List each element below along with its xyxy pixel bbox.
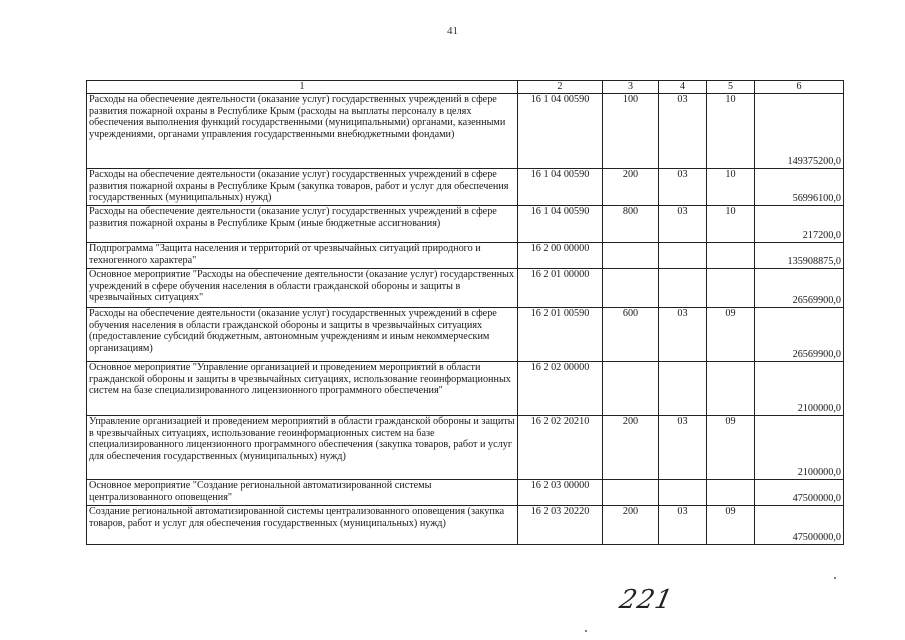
table-row bbox=[87, 480, 844, 506]
row-vr-cell bbox=[603, 480, 659, 506]
row-vr-cell bbox=[603, 362, 659, 416]
row-vr-cell: 600 bbox=[603, 308, 659, 362]
row-pr-cell bbox=[707, 243, 755, 269]
table-row bbox=[87, 206, 844, 243]
row-name-cell: Расходы на обеспечение деятельности (оказание услуг) государственных учреждений в сфере обучения населения в области гражданской обороны и защиты в чрезвычайных ситуациях (предоставление субсидий бюджетным, автономным учреждениям и иным некоммерческим организациям) bbox=[87, 308, 518, 362]
table-header-row bbox=[87, 81, 844, 94]
page-number: 41 bbox=[447, 25, 458, 37]
table-row bbox=[87, 243, 844, 269]
row-rz-cell bbox=[659, 269, 707, 308]
row-code-cell: 16 2 00 00000 bbox=[518, 243, 603, 269]
row-code-cell: 16 2 02 00000 bbox=[518, 362, 603, 416]
row-code-cell: 16 2 01 00000 bbox=[518, 269, 603, 308]
row-name-cell: Подпрограмма "Защита населения и территорий от чрезвычайных ситуаций природного и техногенного характера" bbox=[87, 243, 518, 269]
row-code-cell: 16 2 03 20220 bbox=[518, 506, 603, 545]
row-vr-cell: 800 bbox=[603, 206, 659, 243]
row-amount-cell: 2100000,0 bbox=[755, 416, 844, 480]
row-amount-cell: 47500000,0 bbox=[755, 506, 844, 545]
row-amount-cell: 217200,0 bbox=[755, 206, 844, 243]
row-vr-cell: 200 bbox=[603, 169, 659, 206]
table-row bbox=[87, 506, 844, 545]
handwritten-page-note: 221 bbox=[616, 585, 676, 615]
row-amount-cell: 149375200,0 bbox=[755, 94, 844, 169]
row-name-cell: Основное мероприятие "Управление организацией и проведением мероприятий в области гражданской обороны и защиты в чрезвычайных ситуациях, использование геоинформационных систем на базе специализированного лицензионного программного обеспечения" bbox=[87, 362, 518, 416]
row-name-cell: Основное мероприятие "Расходы на обеспечение деятельности (оказание услуг) государственных учреждений в сфере обучения населения в области гражданской обороны и защиты в чрезвычайных ситуациях" bbox=[87, 269, 518, 308]
header-cell-6: 6 bbox=[755, 81, 844, 94]
scan-speck bbox=[585, 630, 587, 632]
row-name-cell: Расходы на обеспечение деятельности (оказание услуг) государственных учреждений в сфере развития пожарной охраны в Республике Крым (закупка товаров, работ и услуг для обеспечения государственных (муниципальных) нужд) bbox=[87, 169, 518, 206]
row-vr-cell: 200 bbox=[603, 416, 659, 480]
row-code-cell: 16 2 02 20210 bbox=[518, 416, 603, 480]
row-rz-cell: 03 bbox=[659, 206, 707, 243]
row-rz-cell bbox=[659, 362, 707, 416]
row-rz-cell: 03 bbox=[659, 94, 707, 169]
row-name-cell: Управление организацией и проведением мероприятий в области гражданской обороны и защиты в чрезвычайных ситуациях, использование геоинформационных систем на базе специализированного лицензионного программного обеспечения (закупка товаров, работ и услуг для обеспечения государственных (муниципальных) нужд) bbox=[87, 416, 518, 480]
row-pr-cell bbox=[707, 362, 755, 416]
row-rz-cell bbox=[659, 480, 707, 506]
row-vr-cell: 100 bbox=[603, 94, 659, 169]
row-pr-cell: 09 bbox=[707, 308, 755, 362]
row-pr-cell: 10 bbox=[707, 94, 755, 169]
header-cell-2: 2 bbox=[518, 81, 603, 94]
row-rz-cell: 03 bbox=[659, 169, 707, 206]
row-code-cell: 16 1 04 00590 bbox=[518, 94, 603, 169]
row-amount-cell: 47500000,0 bbox=[755, 480, 844, 506]
row-rz-cell bbox=[659, 243, 707, 269]
row-name-cell: Создание региональной автоматизированной системы централизованного оповещения (закупка товаров, работ и услуг для обеспечения государственных (муниципальных) нужд) bbox=[87, 506, 518, 545]
row-vr-cell bbox=[603, 269, 659, 308]
row-code-cell: 16 2 01 00590 bbox=[518, 308, 603, 362]
row-name-cell: Расходы на обеспечение деятельности (оказание услуг) государственных учреждений в сфере развития пожарной охраны в Республике Крым (расходы на выплаты персоналу в целях обеспечения выполнения функций государственными (муниципальными) органами, казенными учреждениями, органами управления государственными внебюджетными фондами) bbox=[87, 94, 518, 169]
row-amount-cell: 26569900,0 bbox=[755, 308, 844, 362]
row-amount-cell: 56996100,0 bbox=[755, 169, 844, 206]
row-rz-cell: 03 bbox=[659, 308, 707, 362]
table-row bbox=[87, 169, 844, 206]
row-vr-cell bbox=[603, 243, 659, 269]
table-row bbox=[87, 308, 844, 362]
row-amount-cell: 26569900,0 bbox=[755, 269, 844, 308]
table-row bbox=[87, 94, 844, 169]
row-code-cell: 16 2 03 00000 bbox=[518, 480, 603, 506]
row-name-cell: Основное мероприятие "Создание региональной автоматизированной системы централизованного оповещения" bbox=[87, 480, 518, 506]
table-row bbox=[87, 362, 844, 416]
row-amount-cell: 135908875,0 bbox=[755, 243, 844, 269]
table-row bbox=[87, 269, 844, 308]
scan-speck bbox=[834, 577, 836, 579]
row-rz-cell: 03 bbox=[659, 416, 707, 480]
row-pr-cell: 09 bbox=[707, 416, 755, 480]
budget-table bbox=[86, 80, 844, 545]
row-code-cell: 16 1 04 00590 bbox=[518, 206, 603, 243]
row-pr-cell bbox=[707, 480, 755, 506]
header-cell-3: 3 bbox=[603, 81, 659, 94]
row-name-cell: Расходы на обеспечение деятельности (оказание услуг) государственных учреждений в сфере развития пожарной охраны в Республике Крым (иные бюджетные ассигнования) bbox=[87, 206, 518, 243]
row-pr-cell: 10 bbox=[707, 206, 755, 243]
row-amount-cell: 2100000,0 bbox=[755, 362, 844, 416]
row-rz-cell: 03 bbox=[659, 506, 707, 545]
header-cell-5: 5 bbox=[707, 81, 755, 94]
table-row bbox=[87, 416, 844, 480]
row-pr-cell bbox=[707, 269, 755, 308]
row-pr-cell: 10 bbox=[707, 169, 755, 206]
row-pr-cell: 09 bbox=[707, 506, 755, 545]
header-cell-1: 1 bbox=[87, 81, 518, 94]
header-cell-4: 4 bbox=[659, 81, 707, 94]
row-code-cell: 16 1 04 00590 bbox=[518, 169, 603, 206]
row-vr-cell: 200 bbox=[603, 506, 659, 545]
